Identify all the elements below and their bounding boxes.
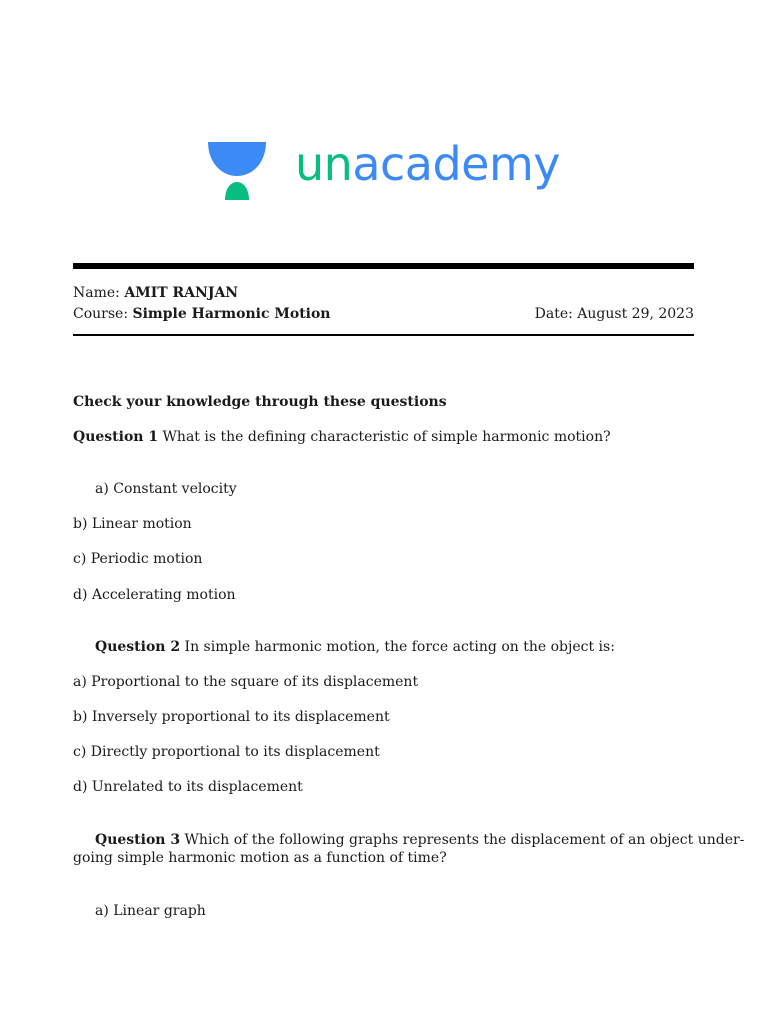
question-1-option-d: d) Accelerating motion (73, 587, 236, 603)
question-2-option-b: b) Inversely proportional to its displacement (73, 709, 390, 725)
logo-text-un: un (295, 137, 353, 191)
header-rule-bottom (73, 334, 694, 336)
question-3-text-line2: going simple harmonic motion as a function of time? (73, 850, 447, 866)
logo-text-academy: academy (352, 137, 561, 191)
question-1-text: What is the defining characteristic of simple harmonic motion? (162, 429, 611, 445)
course-label: Course: (73, 306, 129, 322)
question-2-option-c: c) Directly proportional to its displacement (73, 744, 380, 760)
question-2-label: Question 2 (95, 639, 181, 655)
question-1-option-c: c) Periodic motion (73, 551, 203, 567)
date-line: Date: August 29, 2023 (534, 306, 694, 322)
question-2-option-d: d) Unrelated to its displacement (73, 779, 303, 795)
question-3-option-a: a) Linear graph (95, 903, 206, 919)
question-2-option-a: a) Proportional to the square of its displacement (73, 674, 419, 690)
course-line (73, 305, 331, 323)
unacademy-logo-icon (205, 138, 269, 202)
logo-wordmark (295, 132, 560, 196)
name-line (73, 284, 238, 302)
question-3-label: Question 3 (95, 832, 181, 848)
question-2-text: In simple harmonic motion, the force acting on the object is: (184, 639, 615, 655)
question-3 (95, 831, 744, 849)
question-1-option-a: a) Constant velocity (95, 481, 237, 497)
question-1-label: Question 1 (73, 429, 159, 445)
question-1-option-b: b) Linear motion (73, 516, 192, 532)
intro-heading: Check your knowledge through these questions (73, 394, 447, 410)
question-3-text-line1: Which of the following graphs represents the displacement of an object under- (184, 832, 745, 848)
course-value: Simple Harmonic Motion (132, 306, 331, 322)
unacademy-logo (205, 138, 565, 208)
question-2 (95, 638, 615, 656)
name-value: AMIT RANJAN (124, 285, 239, 301)
header-rule-top (73, 263, 694, 269)
name-label: Name: (73, 285, 120, 301)
question-1 (73, 428, 611, 446)
